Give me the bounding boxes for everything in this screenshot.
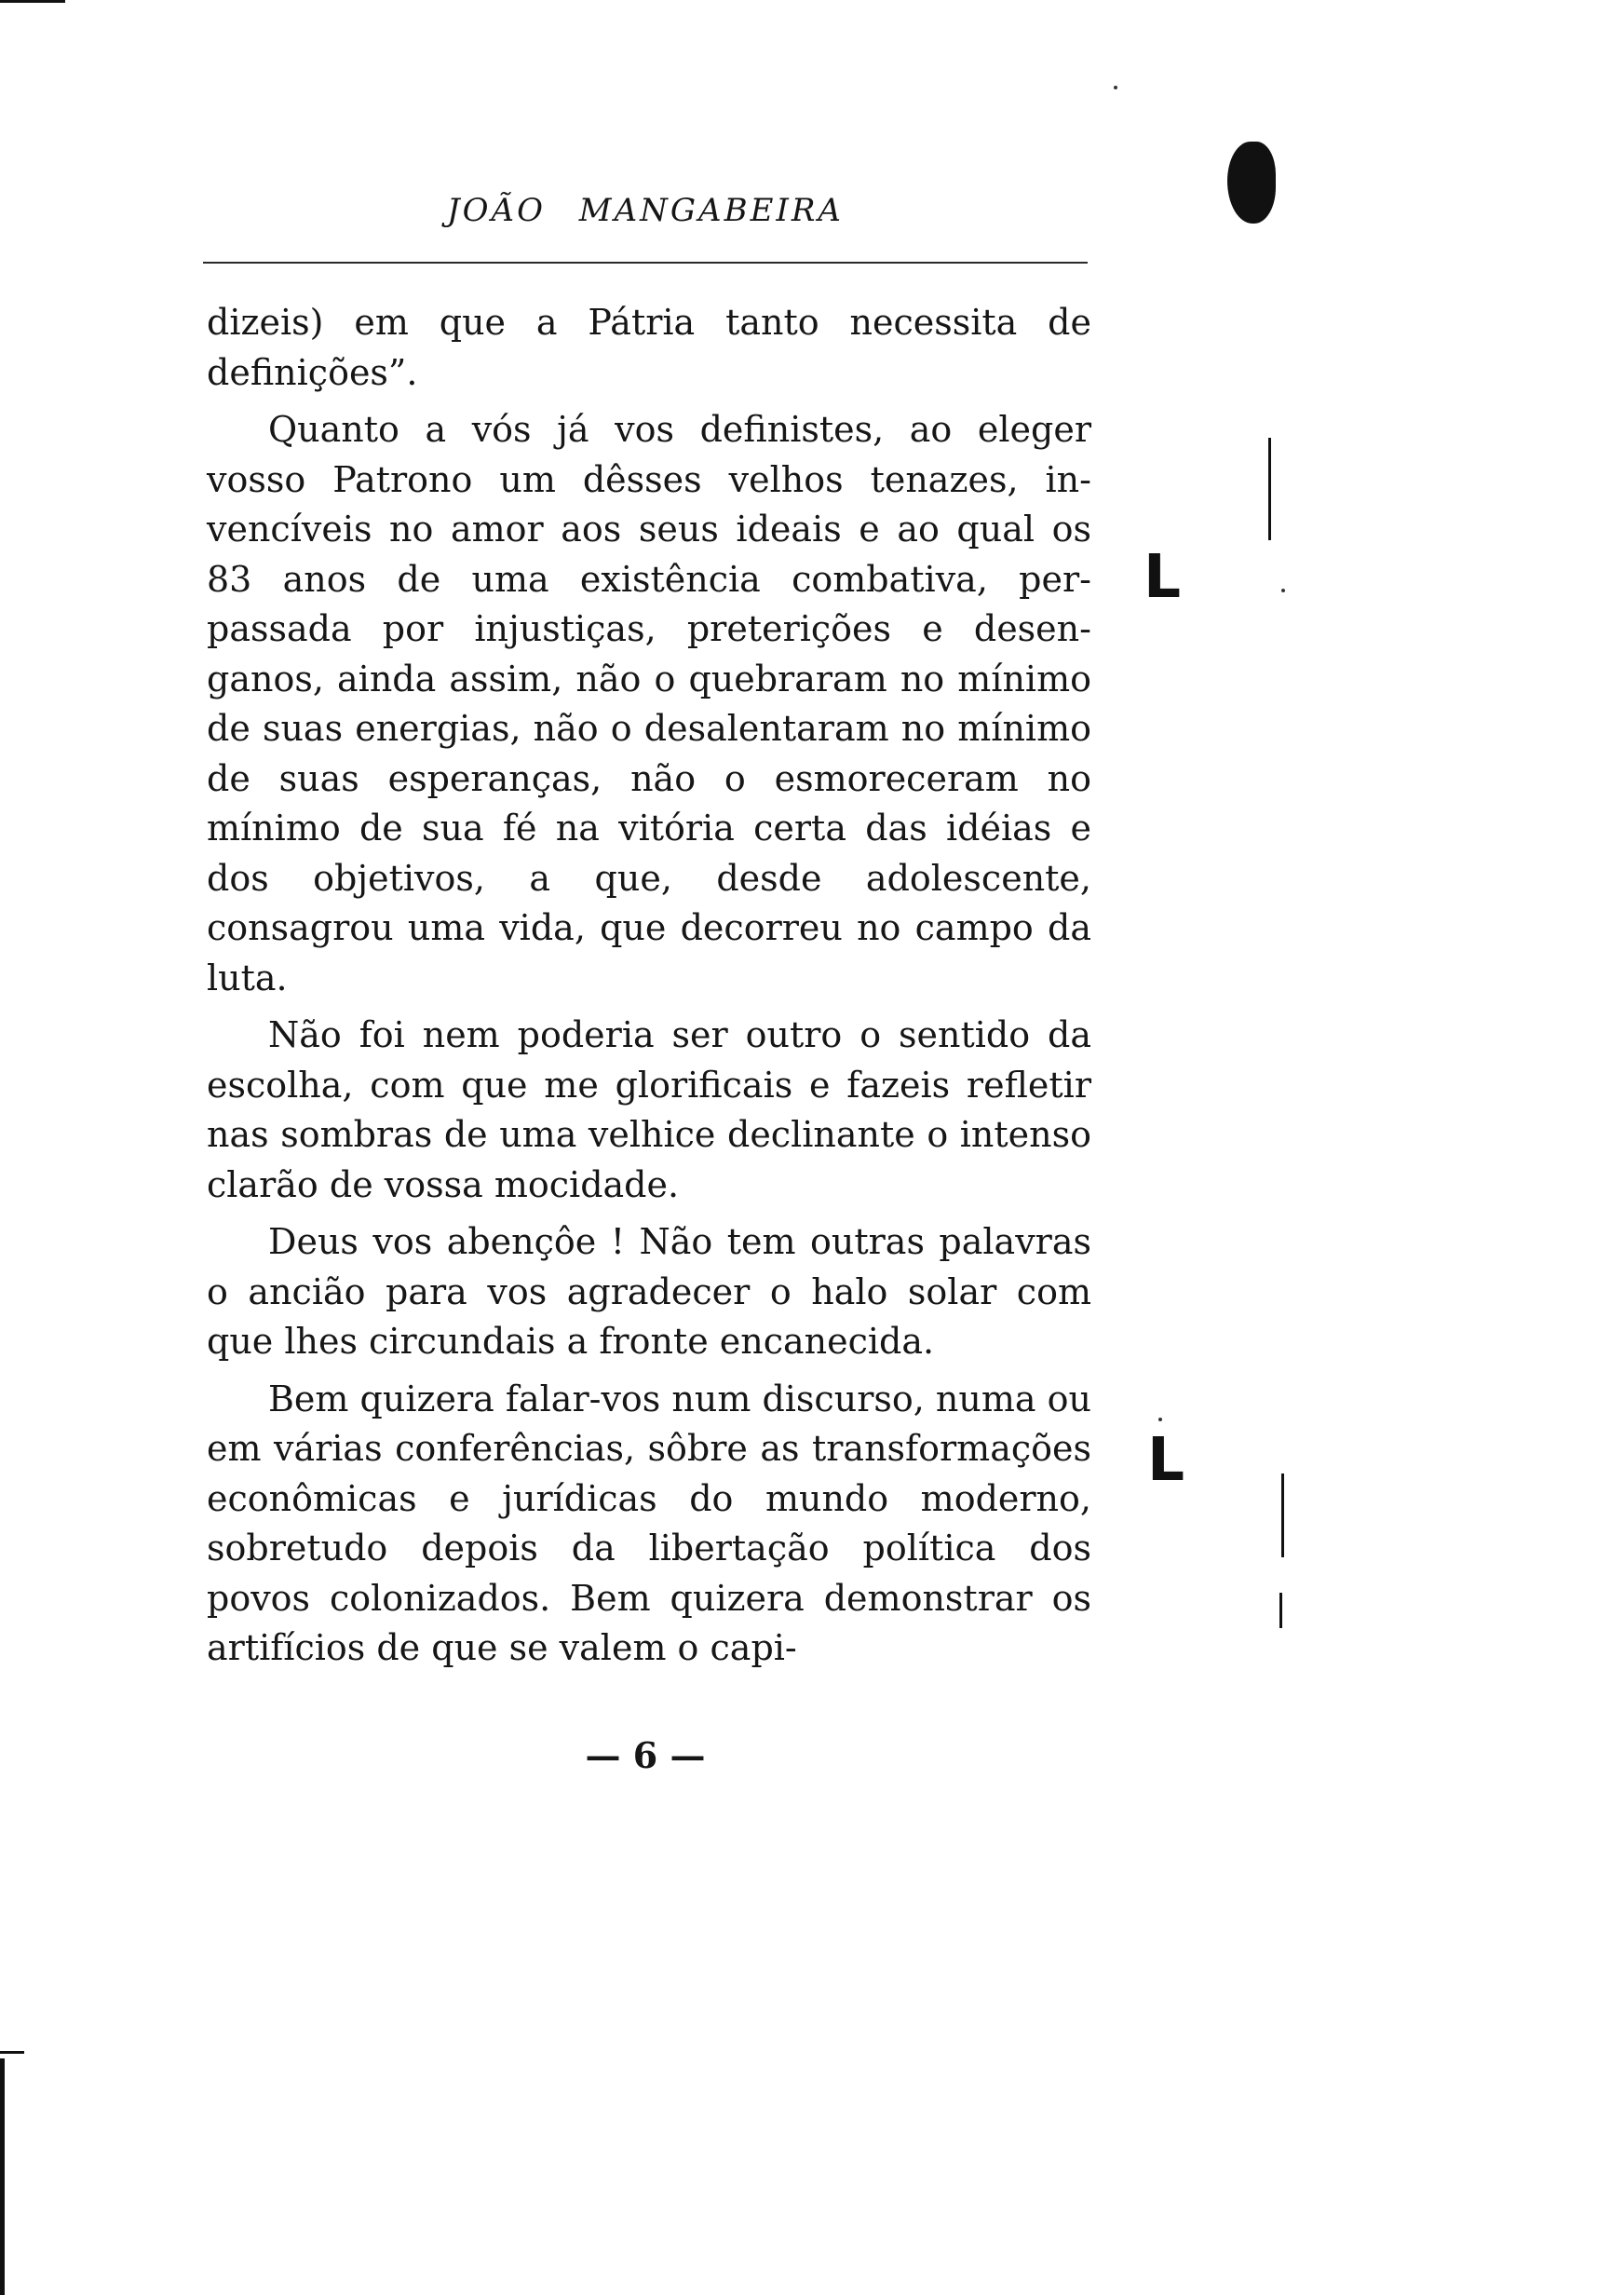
paragraph-1: dizeis) em que a Pátria tanto necessita de definições”. (207, 302, 1091, 393)
corner-mark-bottom (0, 2058, 5, 2295)
paragraph-3: Não foi nem poderia ser outro o sentido da escolha, com que me glorificais e fazeis refletir nas sombras de uma velhice declinante o intenso clarão de vossa mocidade. (207, 1014, 1091, 1205)
speck-mark (1114, 86, 1117, 89)
margin-hook-mark: ᒪ (1144, 543, 1182, 612)
corner-mark-tick (0, 2051, 24, 2054)
corner-mark-top (0, 0, 65, 3)
speck-mark (1158, 1418, 1162, 1421)
margin-tick-mark (1279, 1593, 1282, 1628)
paragraph-4: Deus vos abençôe ! Não tem outras palavras o ancião para vos agradecer o halo solar com que lhes circundais a fronte encanecida. (207, 1221, 1091, 1362)
running-head: JOÃO MANGABEIRA (447, 192, 844, 229)
paragraph-2: Quanto a vós já vos definistes, ao eleger vosso Patrono um dêsses velhos tenazes, invencíveis no amor aos seus ideais e ao qual os 83 anos de uma existência combativa, perpassada por injustiças, preterições e desenganos, ainda assim, não o quebraram no mínimo de suas energias, não o desalentaram no mínimo de suas esperanças, não o esmoreceram no mínimo de sua fé na vitória certa das idéias e dos objetivos, a que, desde adolescente, consagrou uma vida, que decorreu no campo da luta. (207, 409, 1091, 998)
header-rule (203, 262, 1088, 264)
margin-tick-mark (1281, 1473, 1284, 1557)
paragraph-5: Bem quizera falar-vos num discurso, numa ou em várias conferências, sôbre as transformações econômicas e jurídicas do mundo moderno, sobretudo depois da libertação política dos povos colonizados. Bem quizera demonstrar os artifícios de que se valem o capi- (207, 1378, 1091, 1668)
margin-tick-mark (1268, 438, 1271, 540)
margin-hook-mark: ᒪ (1147, 1426, 1185, 1495)
page-number: — 6 — (585, 1734, 706, 1776)
body-text (207, 298, 1091, 1681)
ink-blot (1227, 142, 1276, 224)
speck-mark (1281, 589, 1285, 592)
